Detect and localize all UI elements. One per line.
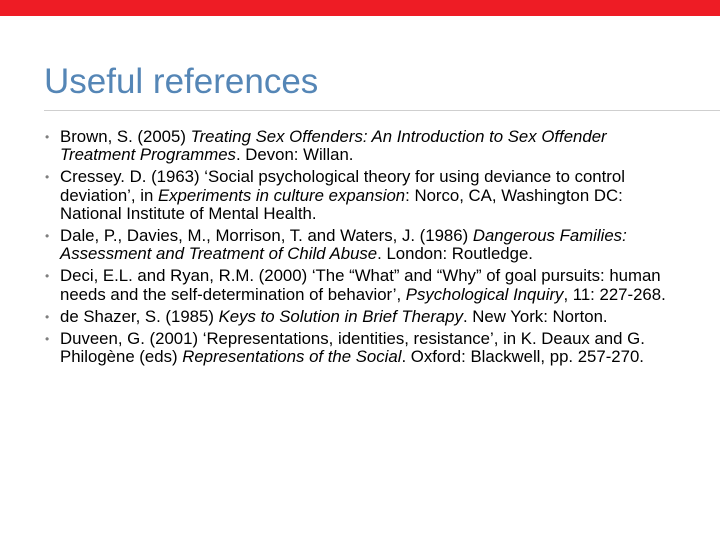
reference-item xyxy=(45,267,685,303)
reference-segment: Duveen, G. (2001) ‘Representations, identities, resistance’, in K. Deaux and G. Philogène (eds) xyxy=(60,329,645,367)
reference-segment: Dale, P., Davies, M., Morrison, T. and Waters, J. (1986) xyxy=(60,226,473,246)
reference-segment: Cressey. D. (1963) ‘Social psychological theory for using deviance to control deviation’, in xyxy=(60,167,625,205)
reference-text xyxy=(60,266,666,303)
reference-list xyxy=(45,128,685,370)
reference-text xyxy=(60,167,625,222)
reference-text xyxy=(60,127,607,164)
bullet-icon: • xyxy=(45,309,50,324)
reference-segment: . London: Routledge. xyxy=(377,244,533,264)
reference-item xyxy=(45,128,685,164)
title-divider xyxy=(44,110,720,111)
reference-item xyxy=(45,330,685,366)
reference-segment: . Oxford: Blackwell, pp. 257-270. xyxy=(401,347,644,367)
reference-title-italic: Experiments in culture expansion xyxy=(157,185,406,205)
reference-title-italic: Keys to Solution in Brief Therapy xyxy=(218,306,463,326)
reference-segment: : Norco, CA, Washington DC: National Institute of Mental Health. xyxy=(60,185,623,223)
reference-item xyxy=(45,308,685,326)
reference-title-italic: Representations of the Social xyxy=(182,347,402,367)
bullet-icon: • xyxy=(45,332,50,347)
bullet-icon: • xyxy=(45,170,50,185)
bullet-icon: • xyxy=(45,130,50,144)
reference-segment: . New York: Norton. xyxy=(462,306,608,326)
bullet-icon: • xyxy=(45,229,50,244)
reference-segment: de Shazer, S. (1985) xyxy=(60,306,219,326)
reference-text xyxy=(60,307,608,326)
reference-segment: Deci, E.L. and Ryan, R.M. (2000) ‘The “What” and “Why” of goal pursuits: human needs and the self-determination of behavior’, xyxy=(60,266,661,304)
reference-title-italic: Treating Sex Offenders: An Introduction to Sex Offender Treatment Programmes xyxy=(60,127,607,165)
bullet-icon: • xyxy=(45,269,50,284)
reference-title-italic: Dangerous Families: Assessment and Treatment of Child Abuse xyxy=(60,226,627,264)
slide-title: Useful references xyxy=(44,62,319,101)
reference-item xyxy=(45,168,685,223)
reference-segment: . Devon: Willan. xyxy=(235,145,354,165)
reference-text xyxy=(60,226,627,263)
top-accent-bar xyxy=(0,0,720,16)
reference-text xyxy=(60,329,645,366)
reference-item xyxy=(45,227,685,263)
reference-segment: , 11: 227-268. xyxy=(563,284,666,304)
reference-segment: Brown, S. (2005) xyxy=(60,127,191,146)
reference-title-italic: Psychological Inquiry xyxy=(405,284,564,304)
